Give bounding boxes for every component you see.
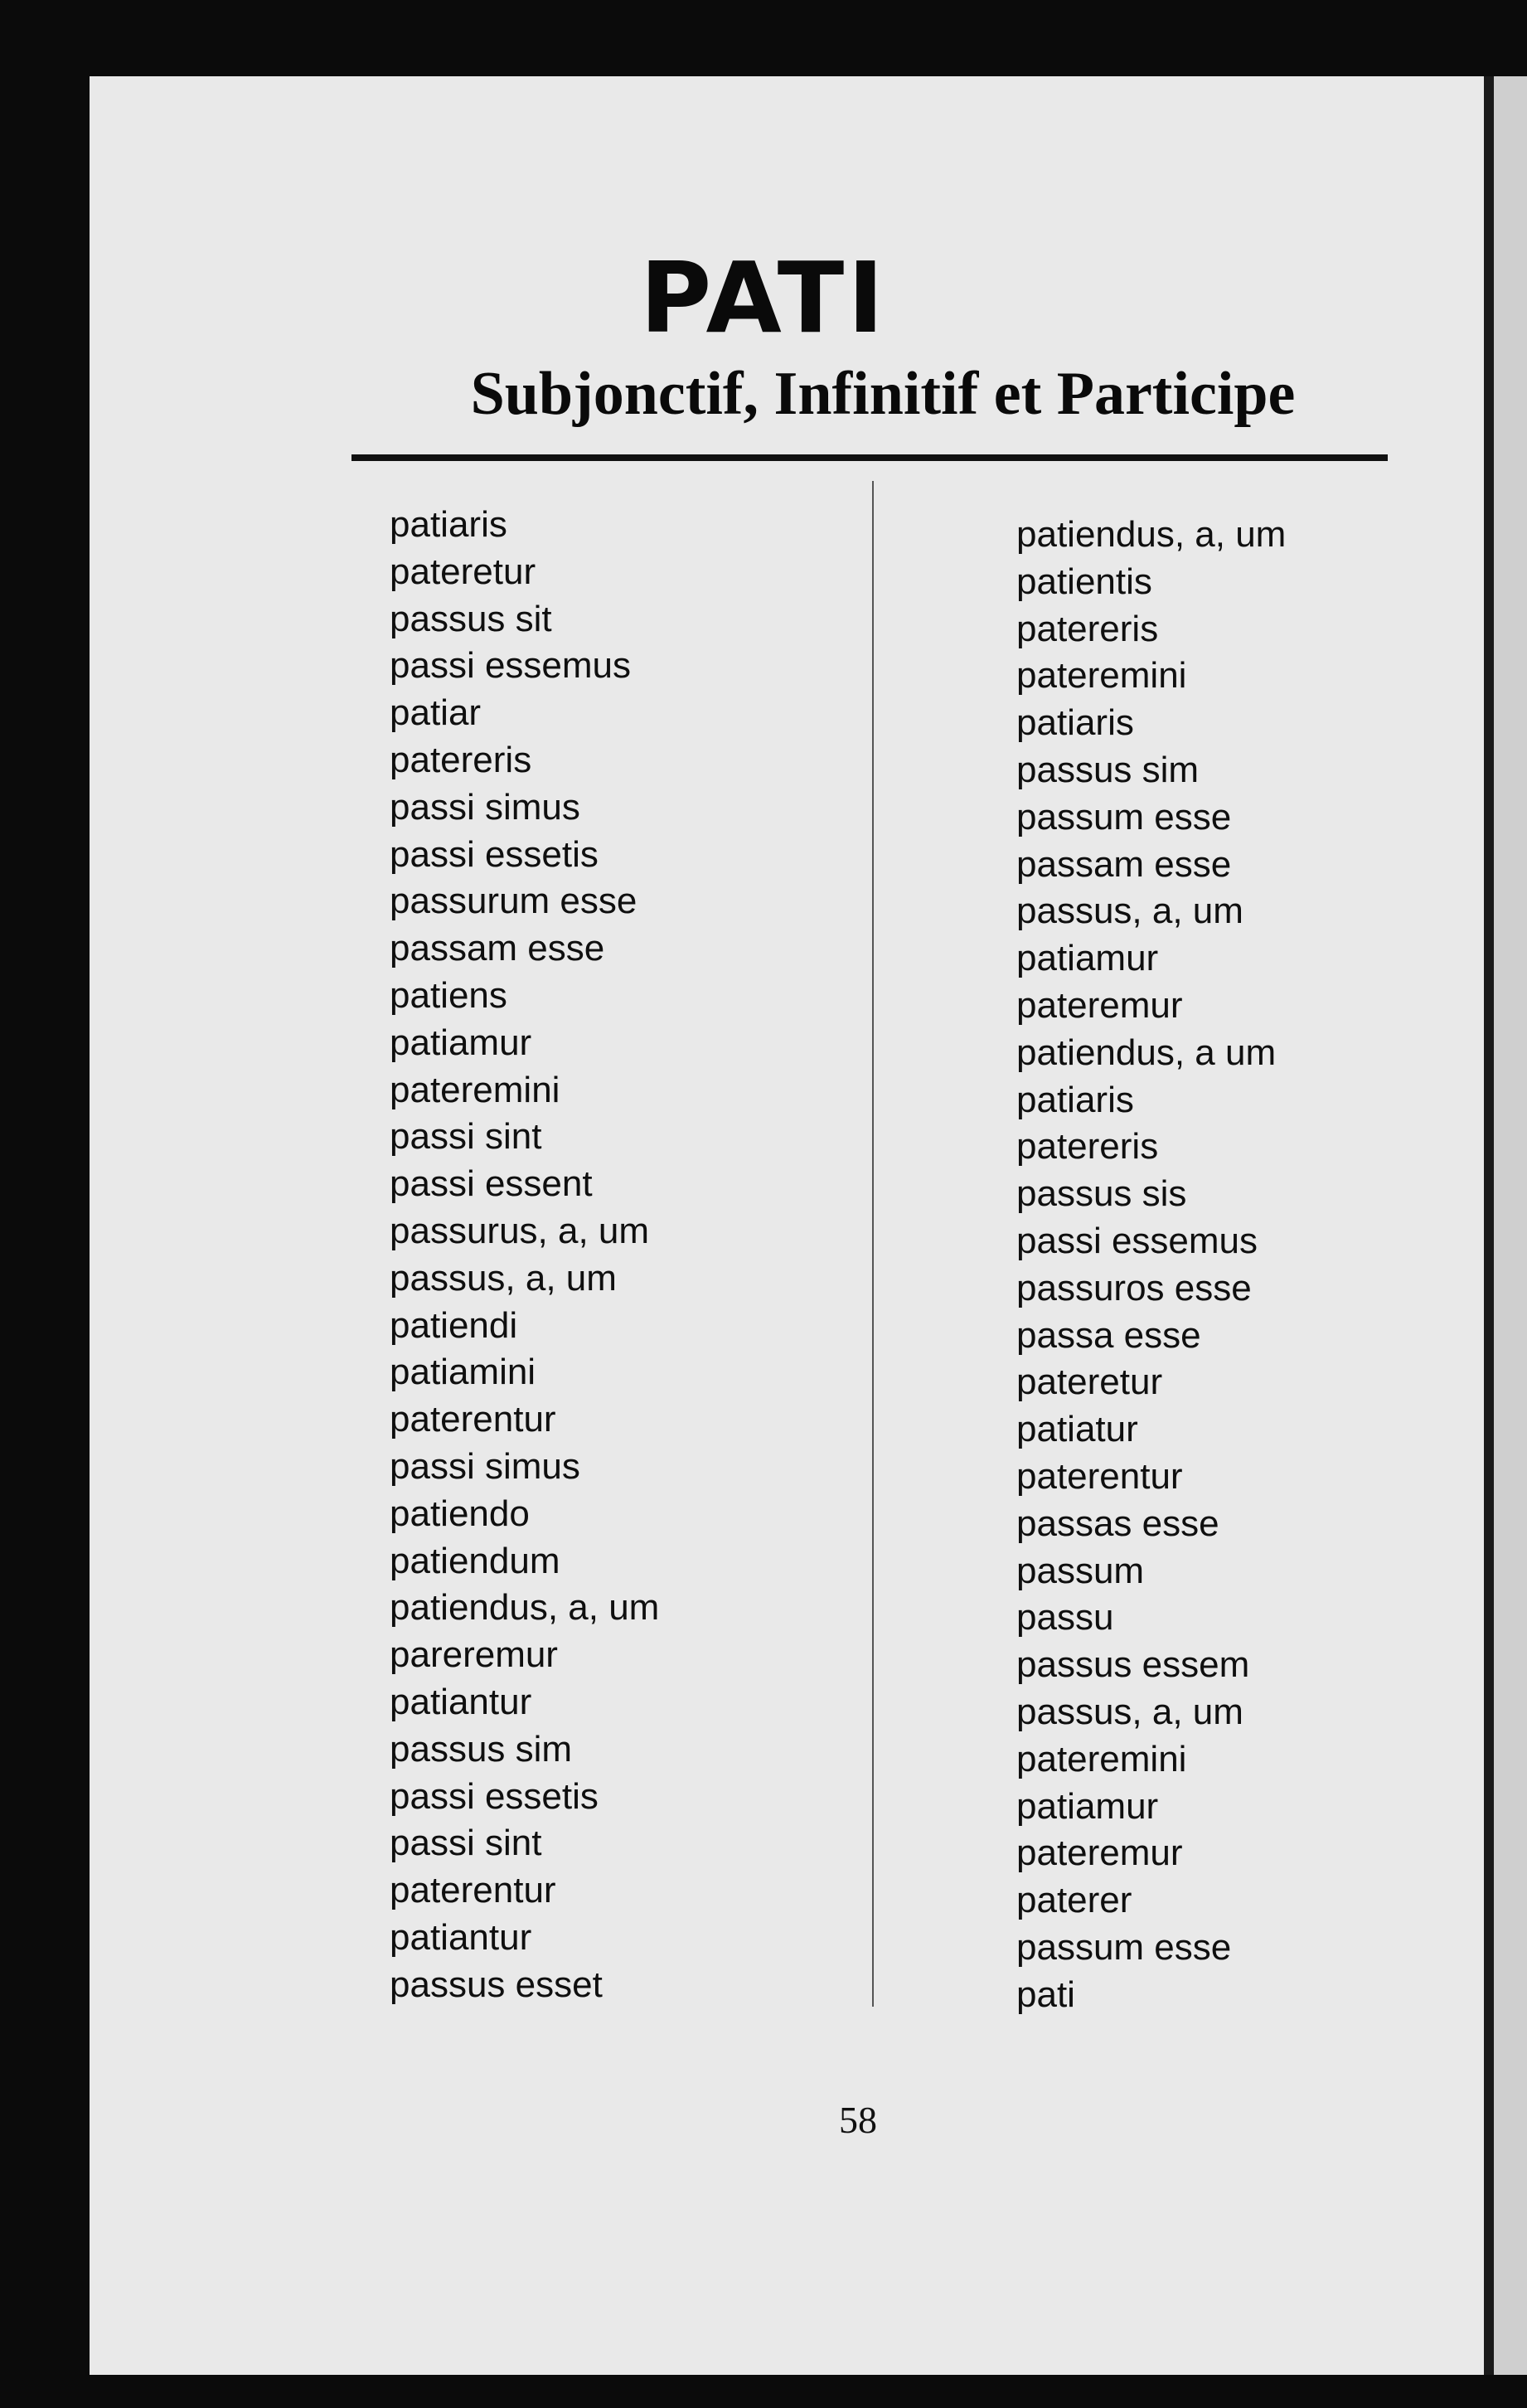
word-entry: passi essent (390, 1163, 593, 1205)
word-entry: passi simus (390, 786, 580, 828)
word-entry: pateremur (1016, 1833, 1183, 1874)
word-entry: patiamur (1016, 938, 1159, 979)
right-word-column (1016, 512, 1286, 2019)
title-rule (351, 454, 1388, 461)
word-entry: passi essetis (390, 1775, 599, 1817)
word-entry: patiamini (390, 1352, 536, 1393)
word-entry: passus, a, um (390, 1257, 617, 1299)
word-entry: passam esse (390, 928, 605, 969)
word-entry: passus, a, um (1016, 1691, 1243, 1732)
word-entry: pareremur (390, 1634, 558, 1676)
word-entry: passum esse (1016, 1926, 1232, 1968)
word-entry: passus sim (1016, 749, 1200, 790)
word-entry: passus esset (390, 1964, 603, 2005)
word-entry: pateremini (1016, 1738, 1187, 1779)
word-entry: pateremini (390, 1069, 560, 1110)
word-entry: patiamur (1016, 1785, 1159, 1827)
word-entry: paterentur (390, 1870, 556, 1911)
word-entry: patiendo (390, 1493, 530, 1534)
word-entry: patiens (390, 974, 507, 1016)
word-entry: patiatur (1016, 1409, 1138, 1450)
page-number: 58 (839, 2099, 877, 2141)
word-entry: passum (1016, 1550, 1145, 1591)
word-entry: passurum esse (390, 881, 637, 922)
word-entry: passi sint (390, 1823, 542, 1864)
word-entry: patiamur (390, 1022, 532, 1063)
word-entry: pateretur (1016, 1362, 1163, 1403)
page-title: PATI (639, 240, 888, 355)
page-subtitle: Subjonctif, Infinitif et Participe (470, 360, 1296, 428)
word-entry: passu (1016, 1597, 1114, 1639)
word-entry: pateremini (1016, 655, 1187, 697)
word-entry: passus sit (390, 598, 552, 639)
word-entry: passum esse (1016, 796, 1232, 837)
word-entry: patiantur (390, 1916, 532, 1958)
word-entry: passi essemus (1016, 1220, 1258, 1261)
left-word-column (390, 502, 659, 2009)
word-entry: passurus, a, um (390, 1210, 650, 1251)
word-entry: passas esse (1016, 1503, 1219, 1544)
word-entry: patereris (1016, 608, 1159, 649)
word-entry: paterentur (1016, 1455, 1183, 1497)
word-entry: passi essemus (390, 645, 632, 687)
word-entry: passus sim (390, 1728, 573, 1770)
word-entry: patiendus, a, um (1016, 514, 1287, 555)
word-entry: paterentur (390, 1399, 556, 1440)
word-entry: paterer (1016, 1880, 1132, 1921)
word-entry: patereris (390, 739, 532, 780)
word-entry: patiendus, a um (1016, 1032, 1277, 1073)
word-entry: pati (1016, 1973, 1075, 2015)
word-entry: patiaris (1016, 1079, 1134, 1120)
word-entry: pateretur (390, 551, 536, 592)
word-entry: patientis (1016, 561, 1152, 602)
word-entry: passa esse (1016, 1314, 1201, 1356)
word-entry: patiendum (390, 1540, 560, 1581)
word-entry: patiendi (390, 1304, 518, 1346)
word-entry: passus sis (1016, 1173, 1187, 1215)
word-entry: passus, a, um (1016, 891, 1243, 932)
word-entry: patiaris (1016, 702, 1134, 744)
word-entry: passus essem (1016, 1644, 1250, 1686)
column-divider (872, 481, 874, 2007)
word-entry: patereris (1016, 1126, 1159, 1168)
word-entry: patiendus, a, um (390, 1587, 660, 1629)
word-entry: passi sint (390, 1116, 542, 1158)
word-entry: passuros esse (1016, 1267, 1252, 1308)
word-entry: patiar (390, 692, 482, 734)
word-entry: passi simus (390, 1445, 580, 1487)
word-entry: passi essetis (390, 833, 599, 875)
word-entry: patiaris (390, 504, 507, 545)
word-entry: patiantur (390, 1681, 532, 1722)
word-entry: pateremur (1016, 984, 1183, 1026)
word-entry: passam esse (1016, 843, 1232, 885)
